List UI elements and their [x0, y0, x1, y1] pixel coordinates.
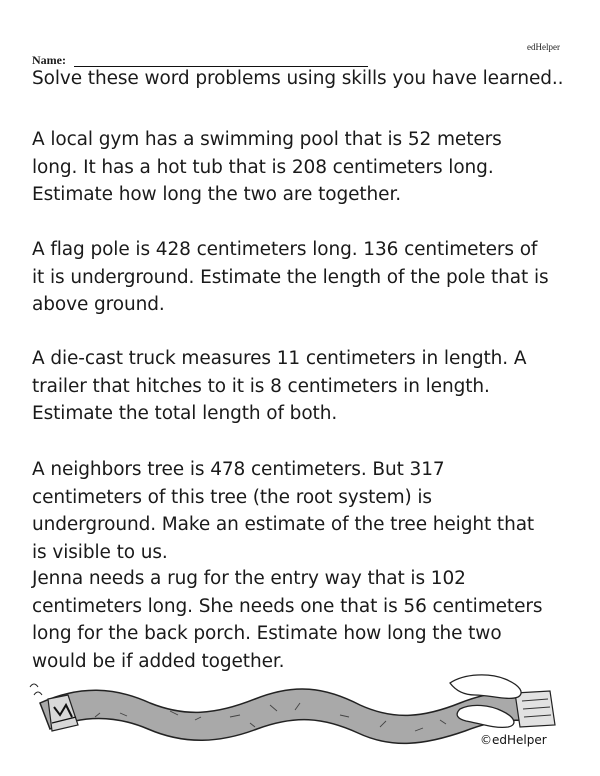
copyright-label: ©edHelper — [480, 733, 547, 747]
name-label: Name: — [32, 53, 66, 67]
word-problem-2: A flag pole is 428 centimeters long. 136 centimeters of it is underground. Estimate the length of the pole that is above ground. — [32, 239, 549, 315]
instructions: Solve these word problems using skills you have learned.. — [32, 68, 564, 89]
word-problem-1: A local gym has a swimming pool that is 52 meters long. It has a hot tub that is 208 centimeters long. Estimate how long the two are together. — [32, 129, 502, 205]
brand-label: edHelper — [527, 42, 560, 52]
word-problem-3: A die-cast truck measures 11 centimeters in length. A trailer that hitches to it is 8 centimeters in length. Estimate the total length of both. — [32, 348, 527, 424]
word-problem-4: A neighbors tree is 478 centimeters. But 317 centimeters of this tree (the root system) is underground. Make an estimate of the tree height that is visible to us. — [32, 459, 535, 563]
word-problem-5: Jenna needs a rug for the entry way that is 102 centimeters long. She needs one that is 56 centimeters long for the back porch. Estimate how long the two would be if added together. — [32, 568, 543, 672]
